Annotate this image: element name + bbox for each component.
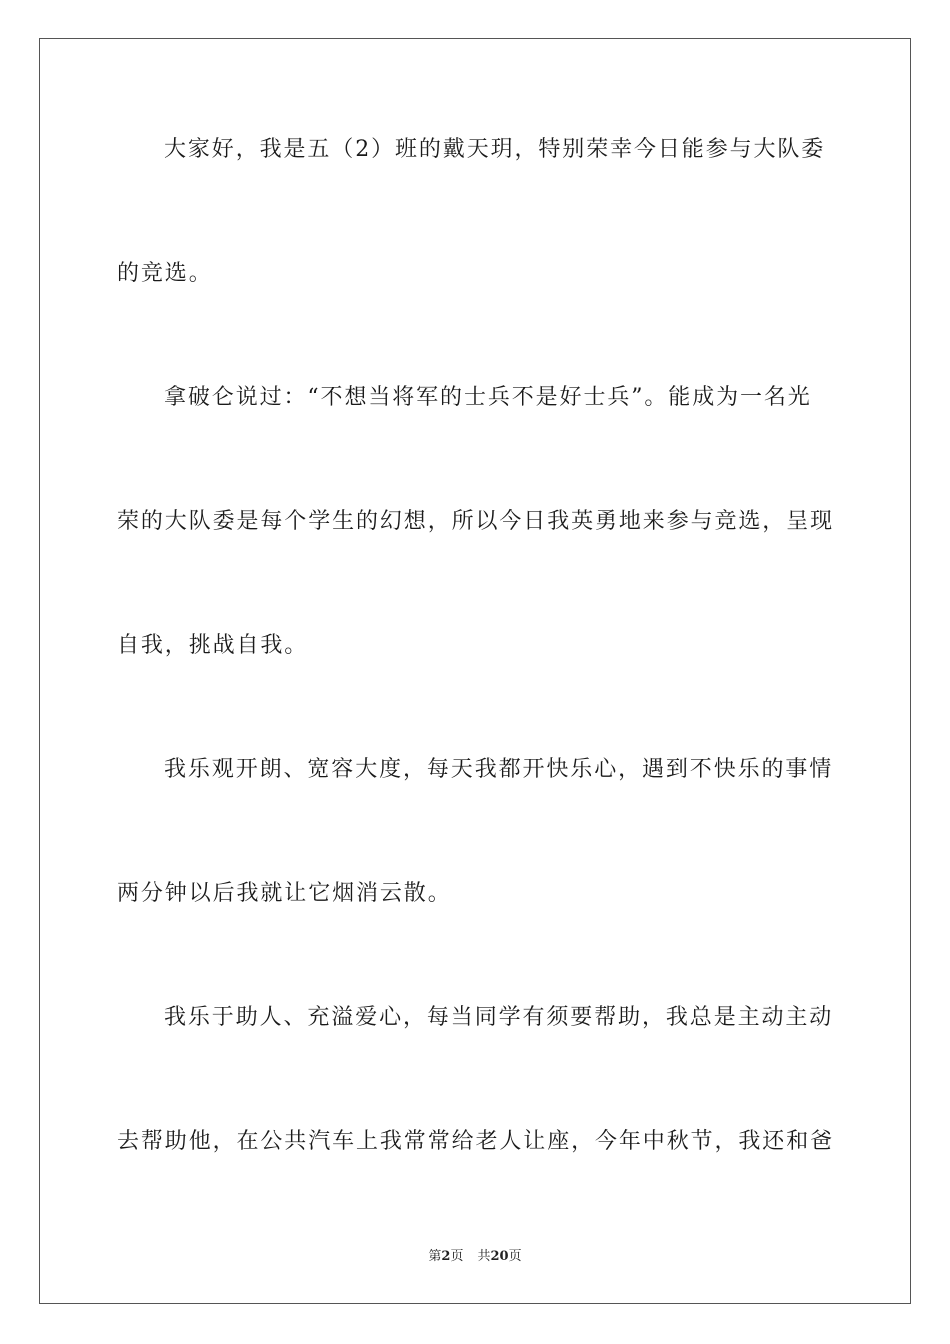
total-suffix: 页 [508, 1249, 522, 1264]
page-prefix: 第 [428, 1249, 442, 1264]
paragraph-4-line-1: 我乐于助人、充溢爱心，每当同学有须要帮助，我总是主动主动 [164, 1005, 834, 1030]
total-prefix: 共 [477, 1249, 491, 1264]
paragraph-2-line-3: 自我，挑战自我。 [117, 633, 309, 658]
page-border [39, 38, 911, 1304]
paragraph-1-line-1: 大家好，我是五（2）班的戴天玥，特别荣幸今日能参与大队委 [164, 137, 826, 162]
paragraph-2-line-2: 荣的大队委是每个学生的幻想，所以今日我英勇地来参与竞选，呈现 [117, 509, 835, 534]
page-footer [0, 1248, 950, 1266]
page-suffix: 页 [450, 1249, 464, 1264]
total-pages: 20 [490, 1249, 509, 1264]
paragraph-3-line-1: 我乐观开朗、宽容大度，每天我都开快乐心，遇到不快乐的事情 [164, 757, 834, 782]
paragraph-1-line-2: 的竞选。 [117, 261, 213, 286]
page-number: 2 [441, 1249, 451, 1264]
paragraph-3-line-2: 两分钟以后我就让它烟消云散。 [117, 881, 452, 906]
paragraph-2-line-1: 拿破仑说过：“不想当将军的士兵不是好士兵”。能成为一名光 [164, 385, 812, 410]
paragraph-4-line-2: 去帮助他，在公共汽车上我常常给老人让座，今年中秋节，我还和爸 [117, 1129, 835, 1154]
